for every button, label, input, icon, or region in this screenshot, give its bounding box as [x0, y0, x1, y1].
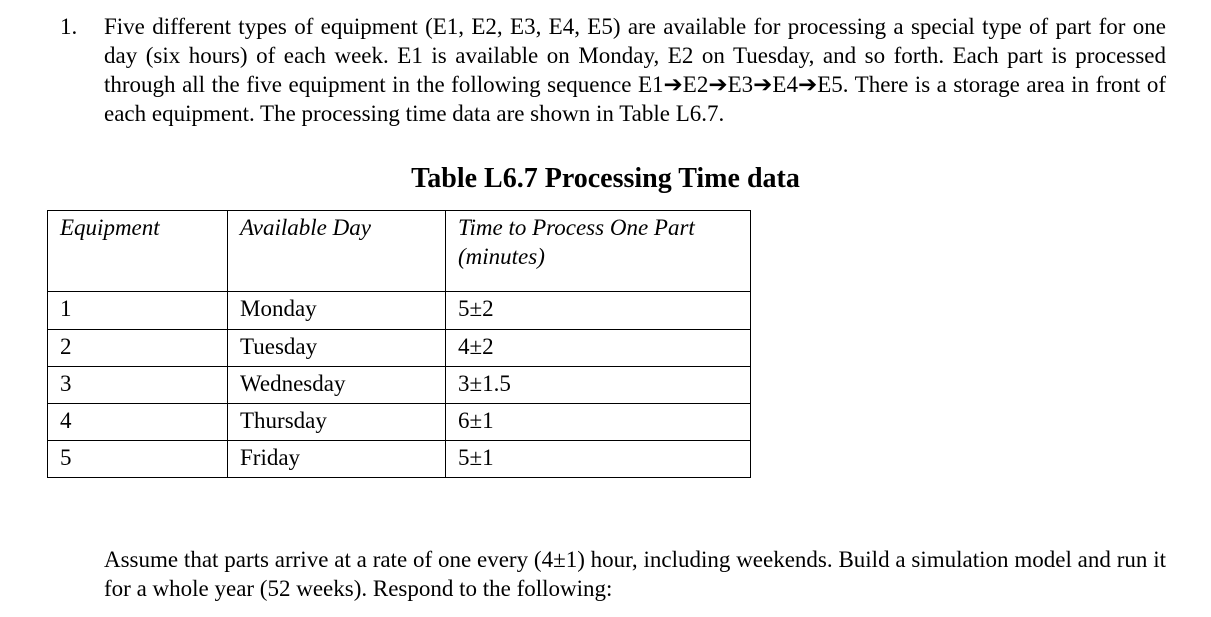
table-row — [48, 367, 751, 404]
header-equipment: Equipment — [48, 211, 228, 292]
cell-equipment: 1 — [48, 292, 228, 330]
problem-number: 1. — [60, 14, 78, 39]
cell-day: Friday — [228, 441, 446, 478]
cell-day: Monday — [228, 292, 446, 330]
cell-day: Thursday — [228, 404, 446, 441]
cell-time: 5±1 — [446, 441, 751, 478]
closing-paragraph: Assume that parts arrive at a rate of one every (4±1) hour, including weekends. Build a simulation model and run it for a whole year (52 weeks). Respond to the following: — [104, 547, 1166, 601]
table-row — [48, 292, 751, 330]
cell-time: 4±2 — [446, 330, 751, 367]
cell-equipment: 3 — [48, 367, 228, 404]
table-row — [48, 441, 751, 478]
cell-day: Tuesday — [228, 330, 446, 367]
cell-time: 5±2 — [446, 292, 751, 330]
table-row — [48, 404, 751, 441]
cell-equipment: 4 — [48, 404, 228, 441]
header-available-day: Available Day — [228, 211, 446, 292]
table-header-row — [48, 211, 751, 292]
problem-text: Five different types of equipment (E1, E2, E3, E4, E5) are available for processing a special type of part for one day (six hours) of each week. E1 is available on Monday, E2 on Tuesday, and so forth. Each part is processed through all the five equipment in the following sequence E1➔E2➔E3➔E4➔E5. There is a storage area in front of each equipment. The processing time data are shown in Table L6.7. — [104, 14, 1166, 126]
cell-equipment: 5 — [48, 441, 228, 478]
table-title: Table L6.7 Processing Time data — [411, 163, 800, 194]
processing-time-table — [47, 210, 751, 478]
header-process-time: Time to Process One Part (minutes) — [446, 211, 751, 292]
cell-time: 6±1 — [446, 404, 751, 441]
table-row — [48, 330, 751, 367]
cell-day: Wednesday — [228, 367, 446, 404]
cell-time: 3±1.5 — [446, 367, 751, 404]
cell-equipment: 2 — [48, 330, 228, 367]
